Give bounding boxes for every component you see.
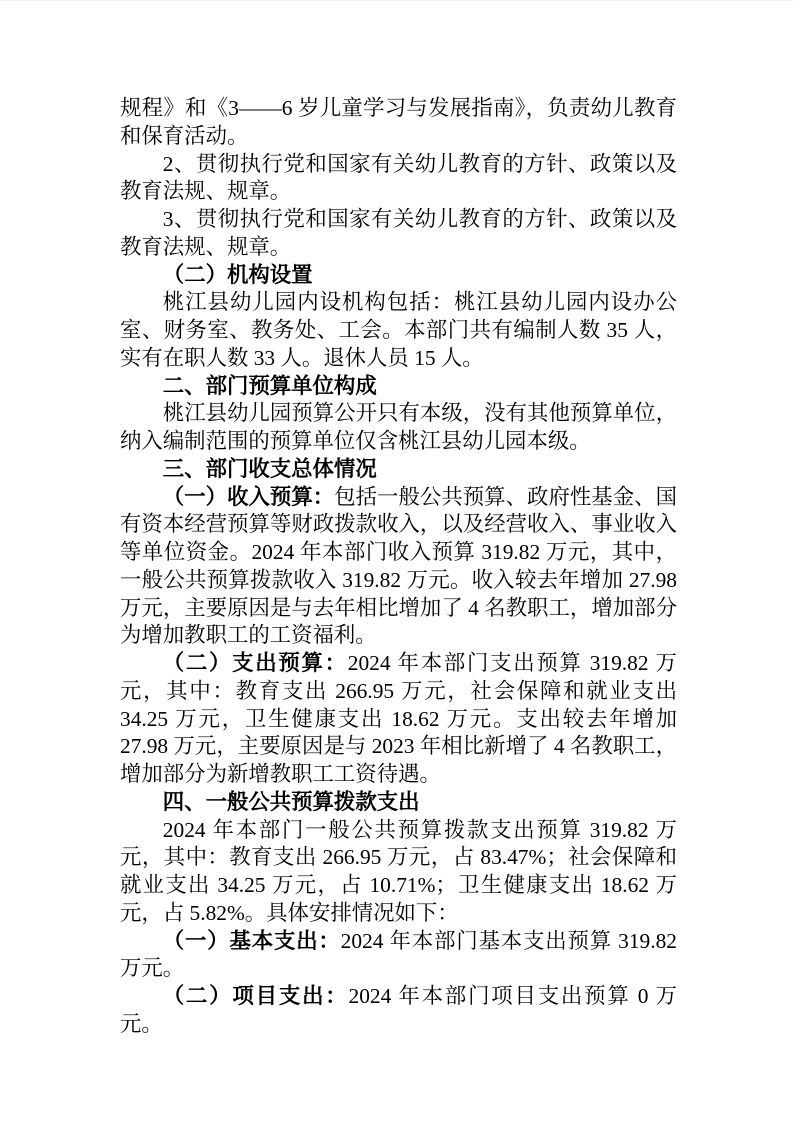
section-heading: [120, 262, 677, 290]
paragraph-text: 规程》和《3——6 岁儿童学习与发展指南》，负责幼儿教育和保育活动。: [120, 96, 677, 148]
paragraph-text: 桃江县幼儿园预算公开只有本级，没有其他预算单位，纳入编制范围的预算单位仅含桃江县幼儿园本级。: [120, 401, 677, 453]
bold-label: （二）支出预算：: [162, 651, 348, 675]
section-heading: [120, 373, 677, 401]
bold-label: （一）收入预算：: [162, 484, 335, 509]
heading-text: 三、部门收支总体情况: [162, 456, 377, 481]
section-heading: [120, 456, 677, 484]
heading-text: （二）机构设置: [162, 262, 313, 287]
heading-text: 四、一般公共预算拨款支出: [162, 789, 420, 814]
paragraph-text: 2024 年本部门基本支出预算 319.82 万元。: [120, 928, 677, 981]
paragraph: [120, 817, 677, 928]
paragraph: [120, 650, 677, 789]
paragraph: [120, 151, 677, 207]
paragraph: [120, 95, 677, 151]
document-body: [120, 95, 677, 1039]
paragraph-text: 2、贯彻执行党和国家有关幼儿教育的方针、政策以及教育法规、规章。: [120, 151, 677, 204]
paragraph-text: 2024 年本部门一般公共预算拨款支出预算 319.82 万元，其中：教育支出 266.95 万元，占 83.47%；社会保障和就业支出 34.25 万元，占 10.71%；卫生健康支出 18.62 万元，占 5.82%。具体安排情况如下：: [120, 817, 677, 925]
bold-label: （一）基本支出：: [162, 928, 341, 953]
paragraph: [120, 484, 677, 651]
paragraph-text: 桃江县幼儿园内设机构包括：桃江县幼儿园内设办公室、财务室、教务处、工会。本部门共有编制人数 35 人，实有在职人数 33 人。退休人员 15 人。: [120, 290, 677, 370]
paragraph-text: 2024 年本部门支出预算 319.82 万元，其中：教育支出 266.95 万元，社会保障和就业支出 34.25 万元，卫生健康支出 18.62 万元。支出较去年增加 27.98 万元，主要原因是与 2023 年相比新增了 4 名教职工，增加部分为新增教职工工资待遇。: [120, 651, 677, 786]
paragraph-text: 包括一般公共预算、政府性基金、国有资本经营预算等财政拨款收入，以及经营收入、事业收入等单位资金。2024 年本部门收入预算 319.82 万元，其中，一般公共预算拨款收入 319.82 万元。收入较去年增加 27.98 万元，主要原因是与去年相比增加了 4 名教职工，增加部分为增加教职工的工资福利。: [120, 484, 677, 648]
paragraph-text: 3、贯彻执行党和国家有关幼儿教育的方针、政策以及教育法规、规章。: [120, 207, 677, 259]
paragraph-text: 2024 年本部门项目支出预算 0 万元。: [120, 984, 677, 1036]
section-heading: [120, 789, 677, 817]
heading-text: 二、部门预算单位构成: [162, 373, 377, 398]
paragraph: [120, 206, 677, 262]
paragraph: [120, 983, 677, 1039]
paragraph: [120, 289, 677, 372]
bold-label: （二）项目支出：: [162, 984, 349, 1008]
paragraph: [120, 928, 677, 984]
paragraph: [120, 400, 677, 456]
